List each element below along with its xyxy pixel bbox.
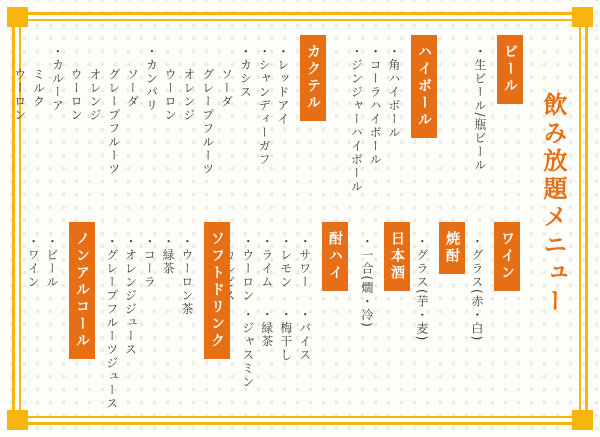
menu-item-campari-variant-3: ウーロン <box>69 68 84 122</box>
menu-item-highball-1: ・コーラハイボール <box>368 45 383 167</box>
menu-item-cassis-variant-2: オレンジ <box>181 68 196 122</box>
chuhai-column-3 <box>240 222 255 389</box>
menu-item-softdrink-4: ・グレープフルーツジュース <box>104 235 119 411</box>
category-header-nonalcohol: ノンアルコール <box>69 222 95 359</box>
menu-item-campari-variant-0: ソーダ <box>125 68 140 109</box>
corner-square-top-right <box>572 7 593 27</box>
menu-item-softdrink-1: ・緑茶 <box>161 235 176 276</box>
menu-item-chuhai-umeboshi: ・梅干し <box>278 308 293 362</box>
category-header-softdrink: ソフトドリンク <box>204 222 230 359</box>
chuhai-column-1 <box>278 222 293 362</box>
menu-item-cassis-variant-3: ウーロン <box>163 68 178 122</box>
menu-item-cocktail-shandygaff: ・シャンディーガフ <box>257 45 272 167</box>
menu-item-nonalcohol-1: ・ワイン <box>26 235 41 289</box>
menu-item-highball-2: ・ジンジャーハイボール <box>349 45 364 194</box>
section-wine <box>469 222 520 342</box>
menu-item-kahlua-variant-1: ウーロン <box>12 68 27 122</box>
menu-item-softdrink-2: ・コーラ <box>142 235 157 289</box>
menu-item-cocktail-cassis: ・カシス <box>238 45 253 99</box>
menu-item-softdrink-0: ・ウーロン茶 <box>179 235 194 316</box>
category-header-sake: 日本酒 <box>384 222 410 291</box>
menu-item-kahlua-variant-0: ミルク <box>31 68 46 109</box>
category-header-shochu: 焼酎 <box>439 222 465 274</box>
menu-item-cocktail-redeye: ・レッドアイ <box>275 45 290 126</box>
section-softdrink <box>104 222 230 411</box>
menu-item-chuhai-jasmine: ・ジャスミン <box>240 308 255 389</box>
menu-item-chuhai-lime: ・ライム <box>259 235 274 289</box>
section-sake <box>359 222 410 328</box>
menu-item-softdrink-3: ・オレンジジュース <box>123 235 138 357</box>
chuhai-column-0 <box>297 222 312 362</box>
menu-item-chuhai-baisu: ・バイス <box>297 308 312 362</box>
category-header-cocktail: カクテル <box>300 35 326 121</box>
corner-square-bottom-right <box>572 410 593 430</box>
menu-item-cocktail-kahlua: ・カルーア <box>50 45 65 113</box>
corner-square-top-left <box>7 7 28 27</box>
category-header-wine: ワイン <box>494 222 520 291</box>
section-chuhai <box>221 222 348 389</box>
menu-item-cassis-variant-1: グレープフルーツ <box>200 68 215 176</box>
menu-item-wine-0: ・グラス(赤・白) <box>469 235 484 342</box>
menu-item-shochu-0: ・グラス(芋・麦) <box>414 235 429 342</box>
menu-item-campari-variant-1: グレープフルーツ <box>106 68 121 176</box>
menu-item-nonalcohol-0: ・ビール <box>44 235 59 289</box>
category-header-chuhai: 酎ハイ <box>322 222 348 291</box>
section-nonalcohol <box>25 222 95 359</box>
corner-square-bottom-left <box>7 410 28 430</box>
menu-item-campari-variant-2: オレンジ <box>87 68 102 122</box>
menu-item-chuhai-oolong: ・ウーロン <box>240 235 255 303</box>
section-cocktail <box>12 35 326 176</box>
menu-item-highball-0: ・角ハイボール <box>386 45 401 140</box>
page-title: 飲み放題メニュー <box>539 92 567 316</box>
chuhai-column-2 <box>259 222 274 349</box>
section-shochu <box>414 222 465 342</box>
category-header-beer: ビール <box>497 35 523 104</box>
section-highball <box>349 35 437 194</box>
menu-item-sake-0: ・一合(燗・冷) <box>359 235 374 329</box>
menu-item-beer-0: ・生ビール/瓶ビール <box>472 45 487 173</box>
menu-item-chuhai-lemon: ・レモン <box>278 235 293 289</box>
menu-item-cassis-variant-0: ソーダ <box>219 68 234 109</box>
menu-item-chuhai-sour: ・サワー <box>297 235 312 289</box>
menu-item-chuhai-greentea: ・緑茶 <box>259 308 274 349</box>
menu-item-cocktail-campari: ・カンパリ <box>144 45 159 113</box>
category-header-highball: ハイボール <box>411 35 437 138</box>
section-beer <box>472 35 523 172</box>
